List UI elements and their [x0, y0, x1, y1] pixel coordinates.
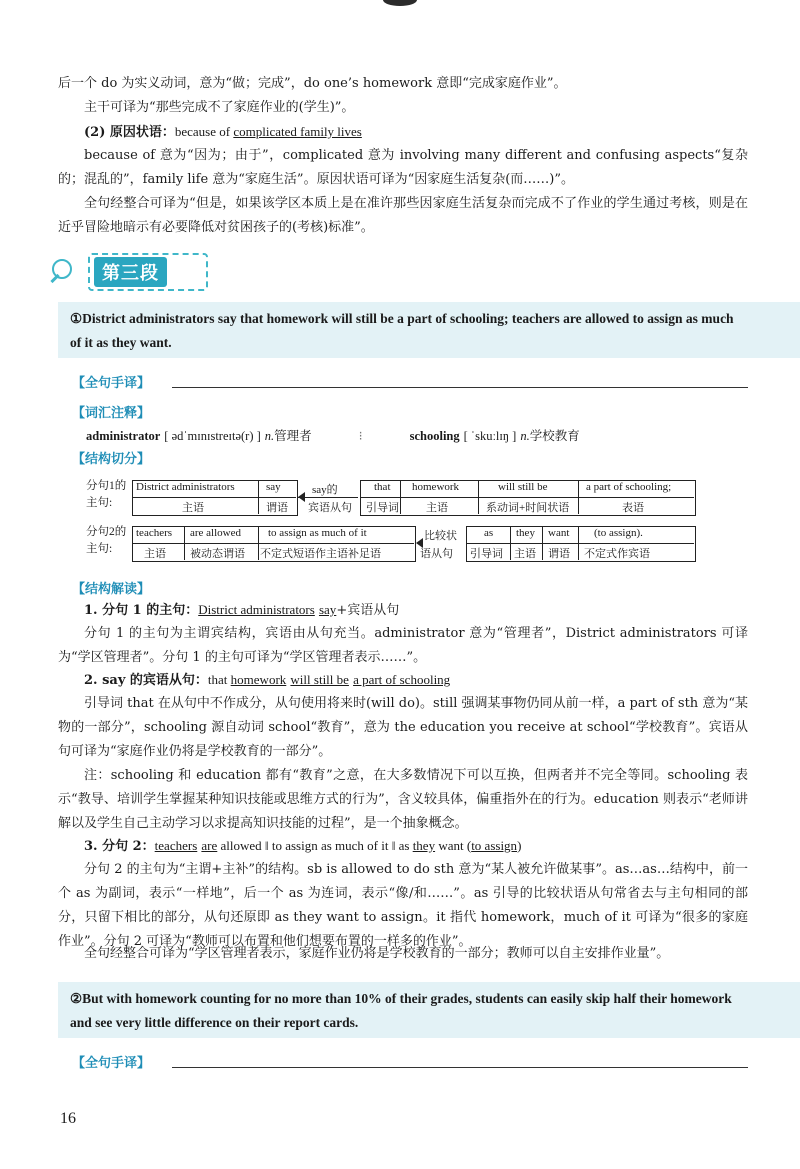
summary-paragraph: 全句经整合可译为“学区管理者表示，家庭作业仍将是学校教育的一部分；教师可以自主安排作业量”。: [84, 946, 670, 961]
clause1-top-item: homework: [412, 481, 460, 493]
heading-tail: +宾语从句: [336, 603, 400, 618]
paragraph: 分句 2 的主句为“主谓+主补”的结构。sb is allowed to do sth 意为“某人被允许做某事”。as…as…结构中，前一个 as 为副词，表示“一样地”，后一个 as 为连词，表示“像/和……”。as 引导的比较状语从句常省去与主句相同的部分，只留下相比的部分，从句还原即 as they want to assign。it 指代 homework，much of it 可译为“很多的家庭作业”。分句 2 可译为“教师可以布置和他们想要布置的一样多的作业”。: [58, 862, 748, 949]
clause1-top-item: will still be: [498, 481, 548, 493]
text-line: 后一个 do 为实义动词，意为“做；完成”，do one’s homework 意即“完成家庭作业”。: [58, 76, 567, 91]
heading-en: are: [201, 838, 218, 853]
clause2-top-item: to assign as much of it: [268, 527, 367, 539]
translate-label: 【全句手译】: [72, 1056, 151, 1071]
heading-en: ): [517, 838, 522, 853]
clause1-top-item: District administrators: [136, 481, 235, 493]
vocab-meaning: 学校教育: [529, 428, 580, 443]
box-divider: [578, 480, 579, 514]
clause2-bottom-item: 谓语: [548, 548, 570, 560]
heading-en: a part of schooling: [353, 672, 451, 687]
clause1-bottom-item: 宾语从句: [308, 502, 352, 514]
translate-answer-line[interactable]: [172, 387, 748, 388]
clause2-bottom-item: 引导词: [470, 548, 503, 560]
vocab-label: 【词汇注释】: [72, 406, 151, 421]
heading-en: to assign: [471, 838, 518, 853]
clause1-bottom-item: 主语: [182, 502, 204, 514]
heading-en: that: [207, 672, 231, 687]
analysis-label: 【结构解读】: [72, 582, 151, 597]
arrow-left-icon: [298, 492, 305, 502]
box-divider: [132, 497, 296, 498]
heading-en: will still be: [290, 672, 349, 687]
sub-heading-en: because of: [174, 124, 234, 139]
clause1-label: 分句1的主句:: [86, 480, 127, 509]
box-divider: [258, 480, 259, 514]
clause1-bottom-item: 表语: [622, 502, 644, 514]
heading-en: they: [412, 838, 436, 853]
analysis-heading: [58, 598, 748, 623]
clause1-top-item: say的: [312, 484, 338, 496]
structure-label: 【结构切分】: [72, 452, 151, 467]
analysis-heading: [58, 834, 748, 859]
text-line: 主干可译为“那些完成不了家庭作业的(学生)”。: [84, 100, 355, 115]
clause2-top-item: want: [548, 527, 570, 539]
clause2-top-item: as: [484, 527, 494, 539]
translate-label: 【全句手译】: [72, 376, 151, 391]
clause2-bottom-item: 主语: [144, 548, 166, 560]
sentence-text: ②But with homework counting for no more than 10% of their grades, students can easily skip half their homework and see very little difference on their report cards.: [70, 991, 732, 1030]
clause2-bottom-item: 不定式短语作主语补足语: [260, 548, 381, 560]
heading-text: 3. 分句 2：: [84, 839, 155, 854]
page-top-mark: [383, 0, 417, 6]
clause2-top-item: (to assign).: [594, 527, 643, 539]
box-divider: [478, 480, 479, 514]
heading-text: 1. 分句 1 的主句：: [84, 603, 199, 618]
box-divider: [184, 526, 185, 560]
clause1-top-item: say: [266, 481, 281, 493]
paragraph: 全句经整合可译为“但是，如果该学区本质上是在准许那些因家庭生活复杂而完成不了作业的学生通过考核，则是在近乎冒险地暗示有必要降低对贫困孩子的(考核)标准”。: [58, 196, 748, 235]
clause2-bottom-item: 语从句: [420, 548, 453, 560]
heading-en: allowed ‖ to assign as much of it ‖ as: [217, 838, 413, 853]
sub-heading: [58, 120, 748, 145]
vocab-pos: n.: [264, 429, 275, 443]
clause2-label: 分句2的主句:: [86, 526, 127, 555]
clause1-bottom-item: 系动词+时间状语: [486, 502, 570, 514]
vocab-divider-icon: ⁝: [358, 428, 363, 443]
clause2-diagram: [86, 524, 746, 564]
heading-en: District administrators: [198, 602, 315, 617]
vocab-row: [86, 424, 746, 448]
box-divider: [400, 480, 401, 514]
vocab-phonetic: [ ədˈmɪnɪstreɪtə(r) ]: [164, 429, 261, 443]
clause2-top-item: they: [516, 527, 535, 539]
heading-en: homework: [230, 672, 287, 687]
section-title: 第三段: [94, 257, 167, 287]
vocab-word: schooling: [409, 429, 460, 443]
clause2-bottom-item: 不定式作宾语: [584, 548, 650, 560]
box-divider: [132, 543, 414, 544]
clause1-bottom-item: 谓语: [266, 502, 288, 514]
clause1-top-item: that: [374, 481, 391, 493]
clause2-top-item: teachers: [136, 527, 173, 539]
clause1-bottom-item: 引导词: [366, 502, 399, 514]
translate-answer-line[interactable]: [172, 1067, 748, 1068]
clause2-bottom-item: 主语: [514, 548, 536, 560]
connector-line: [298, 497, 358, 498]
analysis-heading: [58, 668, 748, 693]
box-divider: [578, 526, 579, 560]
note-paragraph: 注：schooling 和 education 都有“教育”之意，在大多数情况下可以互换，但两者并不完全等同。schooling 表示“教导、培训学生掌握某种知识技能或思维方式的行为”，含义较具体，偏重指外在的行为。education 则表示“老师讲解以及学生自己主动学习以求提高知识技能的过程”，是一个抽象概念。: [58, 768, 748, 831]
vocab-pos: n.: [520, 429, 530, 443]
clause1-top-item: a part of schooling;: [586, 481, 672, 493]
box-divider: [258, 526, 259, 560]
paragraph: 分句 1 的主句为主谓宾结构，宾语由从句充当。administrator 意为“管理者”，District administrators 可译为“学区管理者”。分句 1 的主句可译为“学区管理者表示……”。: [58, 626, 748, 665]
heading-en: say: [318, 602, 337, 617]
vocab-phonetic: [ ˈskuːlɪŋ ]: [463, 429, 517, 443]
page-number: 16: [60, 1110, 76, 1127]
box-divider: [542, 526, 543, 560]
clause1-diagram: [86, 478, 746, 518]
clause2-bottom-item: 被动态谓语: [190, 548, 245, 560]
sub-heading-label: (2) 原因状语：: [84, 125, 175, 140]
paragraph: because of 意为“因为；由于”，complicated 意为 involving many different and confusing aspects“复杂的；混乱的”，family life 意为“家庭生活”。原因状语可译为“因家庭生活复杂(而……)”。: [58, 148, 748, 187]
section-title-box: [88, 253, 208, 291]
sub-heading-underlined: complicated family lives: [233, 124, 362, 139]
box-divider: [466, 543, 694, 544]
heading-en: want (: [435, 838, 472, 853]
clause2-top-item: are allowed: [190, 527, 241, 539]
vocab-meaning: 管理者: [274, 428, 312, 443]
sentence-band: [58, 982, 800, 1038]
sentence-band: [58, 302, 800, 358]
sentence-text: ①District administrators say that homework will still be a part of schooling; teachers are allowed to assign as much of it as they want.: [70, 311, 734, 350]
clause2-top-item: 比较状: [424, 530, 457, 542]
heading-en: teachers: [154, 838, 198, 853]
box-divider: [510, 526, 511, 560]
heading-text: 2. say 的宾语从句：: [84, 673, 208, 688]
vocab-word: administrator: [86, 429, 161, 443]
paragraph: 引导词 that 在从句中不作成分，从句使用将来时(will do)。still 强调某事物仍同从前一样，a part of sth 意为“某物的一部分”，schooling 源自动词 school“教育”，意为 the education you receive at school“学校教育”。宾语从句可译为“家庭作业仍将是学校教育的一部分”。: [58, 696, 748, 759]
box-divider: [360, 497, 694, 498]
clause1-bottom-item: 主语: [426, 502, 448, 514]
